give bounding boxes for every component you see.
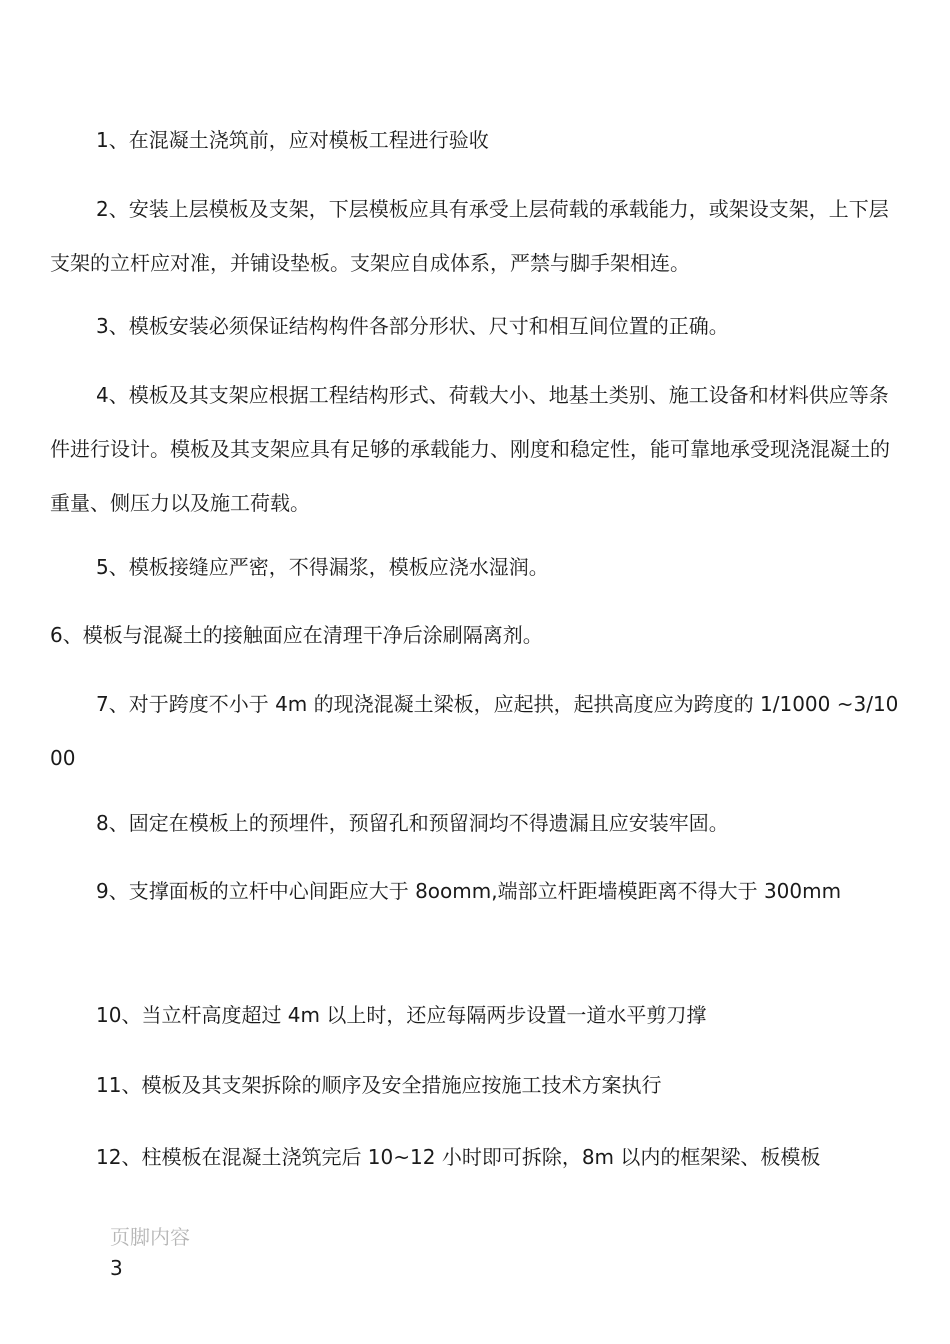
paragraph-6: 6、模板与混凝土的接触面应在清理干净后涂刷隔离剂。 — [50, 623, 543, 647]
paragraph-3: 3、模板安装必须保证结构构件各部分形状、尺寸和相互间位置的正确。 — [96, 314, 729, 338]
page-number: 3 — [110, 1256, 123, 1280]
paragraph-4: 4、模板及其支架应根据工程结构形式、荷载大小、地基土类别、施工设备和材料供应等条件进行设计。模板及其支架应具有足够的承载能力、刚度和稳定性，能可靠地承受现浇混凝土的重量、侧压力以及施工荷载。 — [50, 383, 890, 515]
paragraph-10: 10、当立杆高度超过 4m 以上时，还应每隔两步设置一道水平剪刀撑 — [96, 1003, 707, 1027]
paragraph-5: 5、模板接缝应严密，不得漏浆，模板应浇水湿润。 — [96, 555, 549, 579]
paragraph-11: 11、模板及其支架拆除的顺序及安全措施应按施工技术方案执行 — [96, 1073, 662, 1097]
paragraph-7: 7、对于跨度不小于 4m 的现浇混凝土梁板，应起拱，起拱高度应为跨度的 1/1000 ~3/1000 — [50, 692, 899, 770]
paragraph-9: 9、支撑面板的立杆中心间距应大于 8oomm,端部立杆距墙模距离不得大于 300mm — [96, 879, 842, 903]
paragraph-8: 8、固定在模板上的预埋件，预留孔和预留洞均不得遗漏且应安装牢固。 — [96, 811, 729, 835]
paragraph-2: 2、安装上层模板及支架，下层模板应具有承受上层荷载的承载能力，或架设支架，上下层支架的立杆应对准，并铺设垫板。支架应自成体系，严禁与脚手架相连。 — [50, 197, 889, 275]
paragraph-12: 12、柱模板在混凝土浇筑完后 10~12 小时即可拆除，8m 以内的框架梁、板模板 — [96, 1145, 821, 1169]
paragraph-1: 1、在混凝土浇筑前，应对模板工程进行验收 — [96, 128, 489, 152]
footer-label: 页脚内容 — [110, 1225, 190, 1249]
